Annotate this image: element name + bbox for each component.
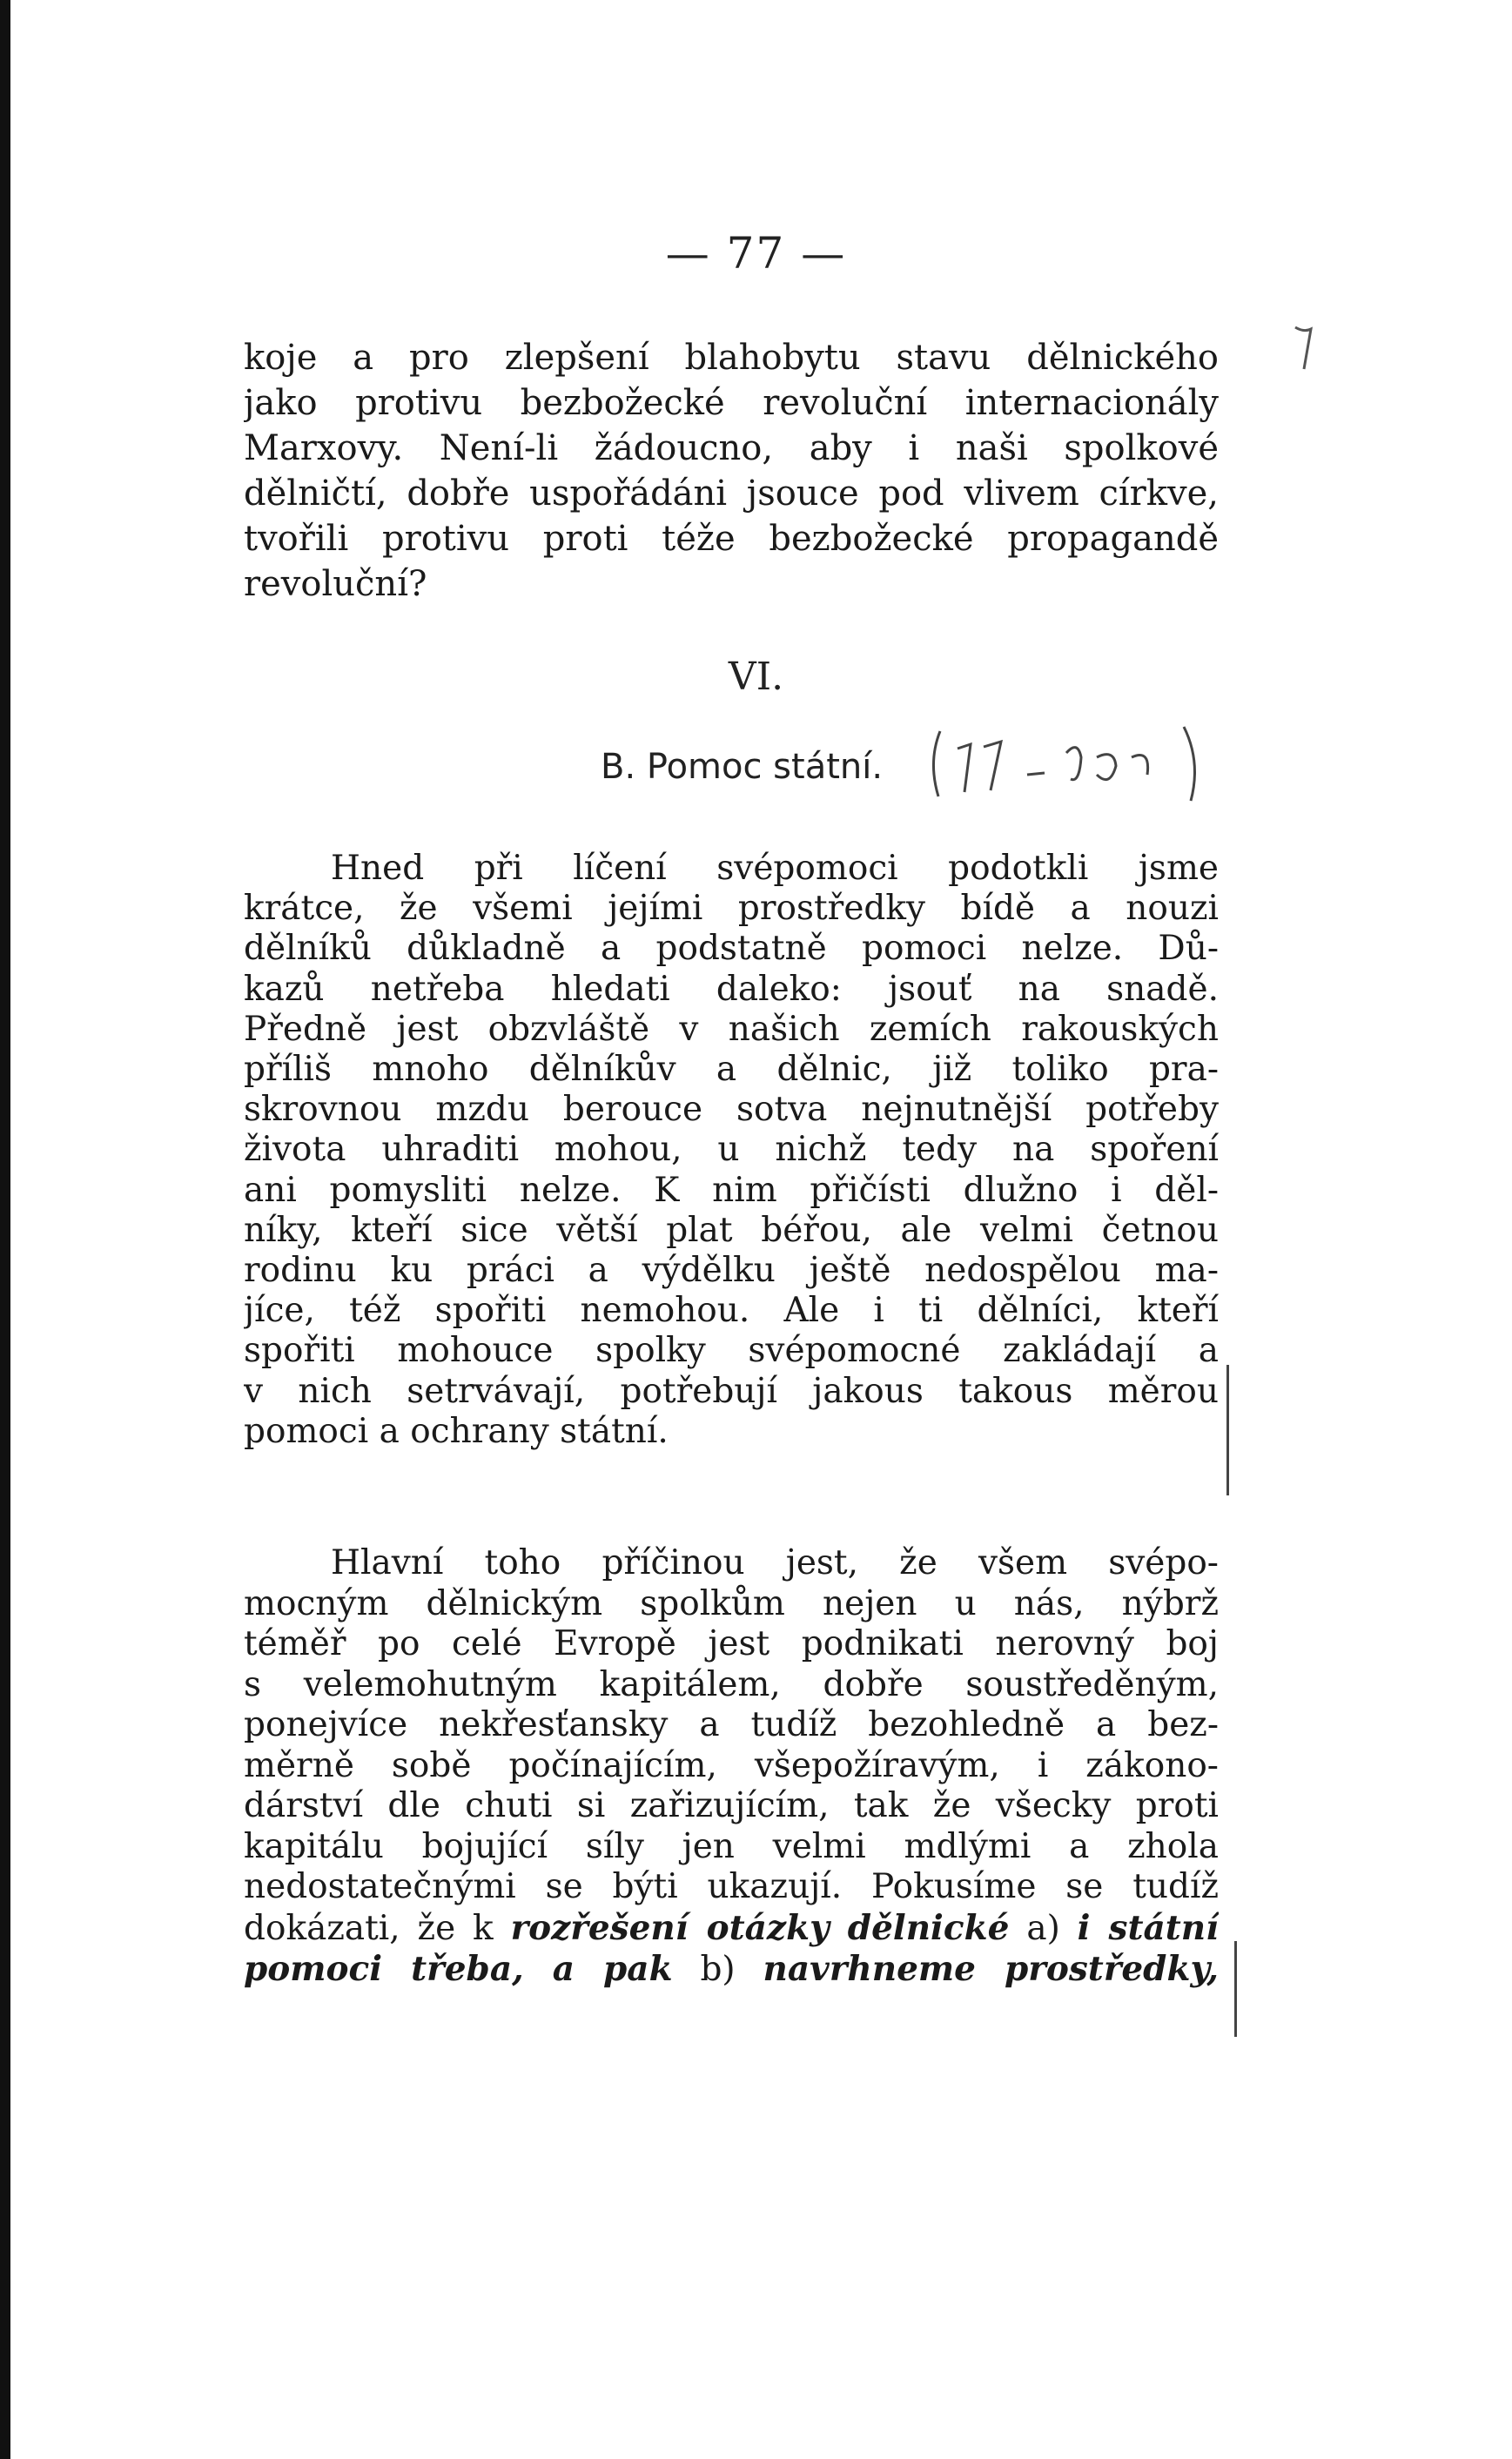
text-line: jako protivu bezbožecké revoluční internacionály <box>244 383 1219 423</box>
text-line: dělničtí, dobře uspořádáni jsouce pod vlivem církve, <box>244 474 1219 514</box>
paragraph <box>244 1543 1219 1991</box>
text-line: tvořili protivu proti téže bezbožecké propagandě <box>244 519 1219 559</box>
text-line: níky, kteří sice větší plat béřou, ale velmi četnou <box>244 1210 1219 1250</box>
margin-pencil-mark <box>1288 322 1323 374</box>
text-line: příliš mnoho dělníkův a dělnic, již toliko pra- <box>244 1050 1219 1090</box>
margin-pencil-line <box>1234 1941 1237 2037</box>
page-number: — 77 — <box>665 228 847 279</box>
text-line: téměř po celé Evropě jest podnikati nerovný boj <box>244 1624 1219 1663</box>
text-line: ani pomysliti nelze. K nim přičísti dlužno i děl- <box>244 1170 1219 1210</box>
paragraph-continuation <box>244 335 1219 607</box>
text-line: rodinu ku práci a výdělku ještě nedospělou ma- <box>244 1251 1219 1291</box>
text-line: pomoci a ochrany státní. <box>244 1411 669 1451</box>
text-line-mixed <box>244 1949 1219 1991</box>
text-line: Marxovy. Není-li žádoucno, aby i naši spolkové <box>244 428 1219 468</box>
handwritten-note <box>923 714 1288 810</box>
text-line: měrně sobě počínajícím, všepožíravým, i zákono- <box>244 1745 1219 1785</box>
text-line: v nich setrvávají, potřebují jakous takous měrou <box>244 1371 1219 1411</box>
page-binding-edge <box>0 0 10 2459</box>
section-number: VI. <box>728 655 784 699</box>
text-run: dokázati, že k <box>244 1908 494 1948</box>
text-line: ponejvíce nekřesťansky a tudíž bezohledně a bez- <box>244 1705 1219 1744</box>
emphasis-text: i státní <box>1077 1907 1219 1948</box>
text-line: spořiti mohouce spolky svépomocné zakládají a <box>244 1331 1219 1371</box>
text-line: koje a pro zlepšení blahobytu stavu dělnického <box>244 338 1219 378</box>
text-line: Hlavní toho příčinou jest, že všem svépo- <box>331 1543 1219 1582</box>
text-line: dělníků důkladně a podstatně pomoci nelze. Dů- <box>244 929 1219 969</box>
text-line: revoluční? <box>244 564 427 604</box>
text-line: mocným dělnickým spolkům nejen u nás, nýbrž <box>244 1583 1219 1623</box>
text-line: kazů netřeba hledati daleko: jsouť na snadě. <box>244 969 1219 1009</box>
text-run: a) <box>1026 1908 1060 1948</box>
text-line: krátce, že všemi jejími prostředky bídě a nouzi <box>244 889 1219 929</box>
text-line: Předně jest obzvláště v našich zemích rakouských <box>244 1009 1219 1049</box>
paragraph <box>244 849 1219 1452</box>
emphasis-text: navrhneme prostředky, <box>763 1949 1219 1989</box>
text-run: b) <box>700 1950 736 1989</box>
text-line: s velemohutným kapitálem, dobře soustředěným, <box>244 1664 1219 1704</box>
emphasis-text: pomoci třeba, a pak <box>244 1949 673 1989</box>
text-line: jíce, též spořiti nemohou. Ale i ti dělníci, kteří <box>244 1291 1219 1331</box>
text-line: života uhraditi mohou, u nichž tedy na spoření <box>244 1130 1219 1170</box>
text-line: Hned při líčení svépomoci podotkli jsme <box>331 849 1219 888</box>
text-line: kapitálu bojující síly jen velmi mdlými a zhola <box>244 1826 1219 1866</box>
text-line-mixed <box>244 1908 1219 1950</box>
section-title: B. Pomoc státní. <box>601 747 884 787</box>
text-line: nedostatečnými se býti ukazují. Pokusíme se tudíž <box>244 1867 1219 1906</box>
emphasis-text: rozřešení otázky dělnické <box>510 1907 1010 1948</box>
text-line: skrovnou mzdu berouce sotva nejnutnější potřeby <box>244 1090 1219 1130</box>
text-line: dárství dle chuti si zařizujícím, tak že všecky proti <box>244 1786 1219 1825</box>
margin-pencil-line <box>1226 1365 1229 1495</box>
